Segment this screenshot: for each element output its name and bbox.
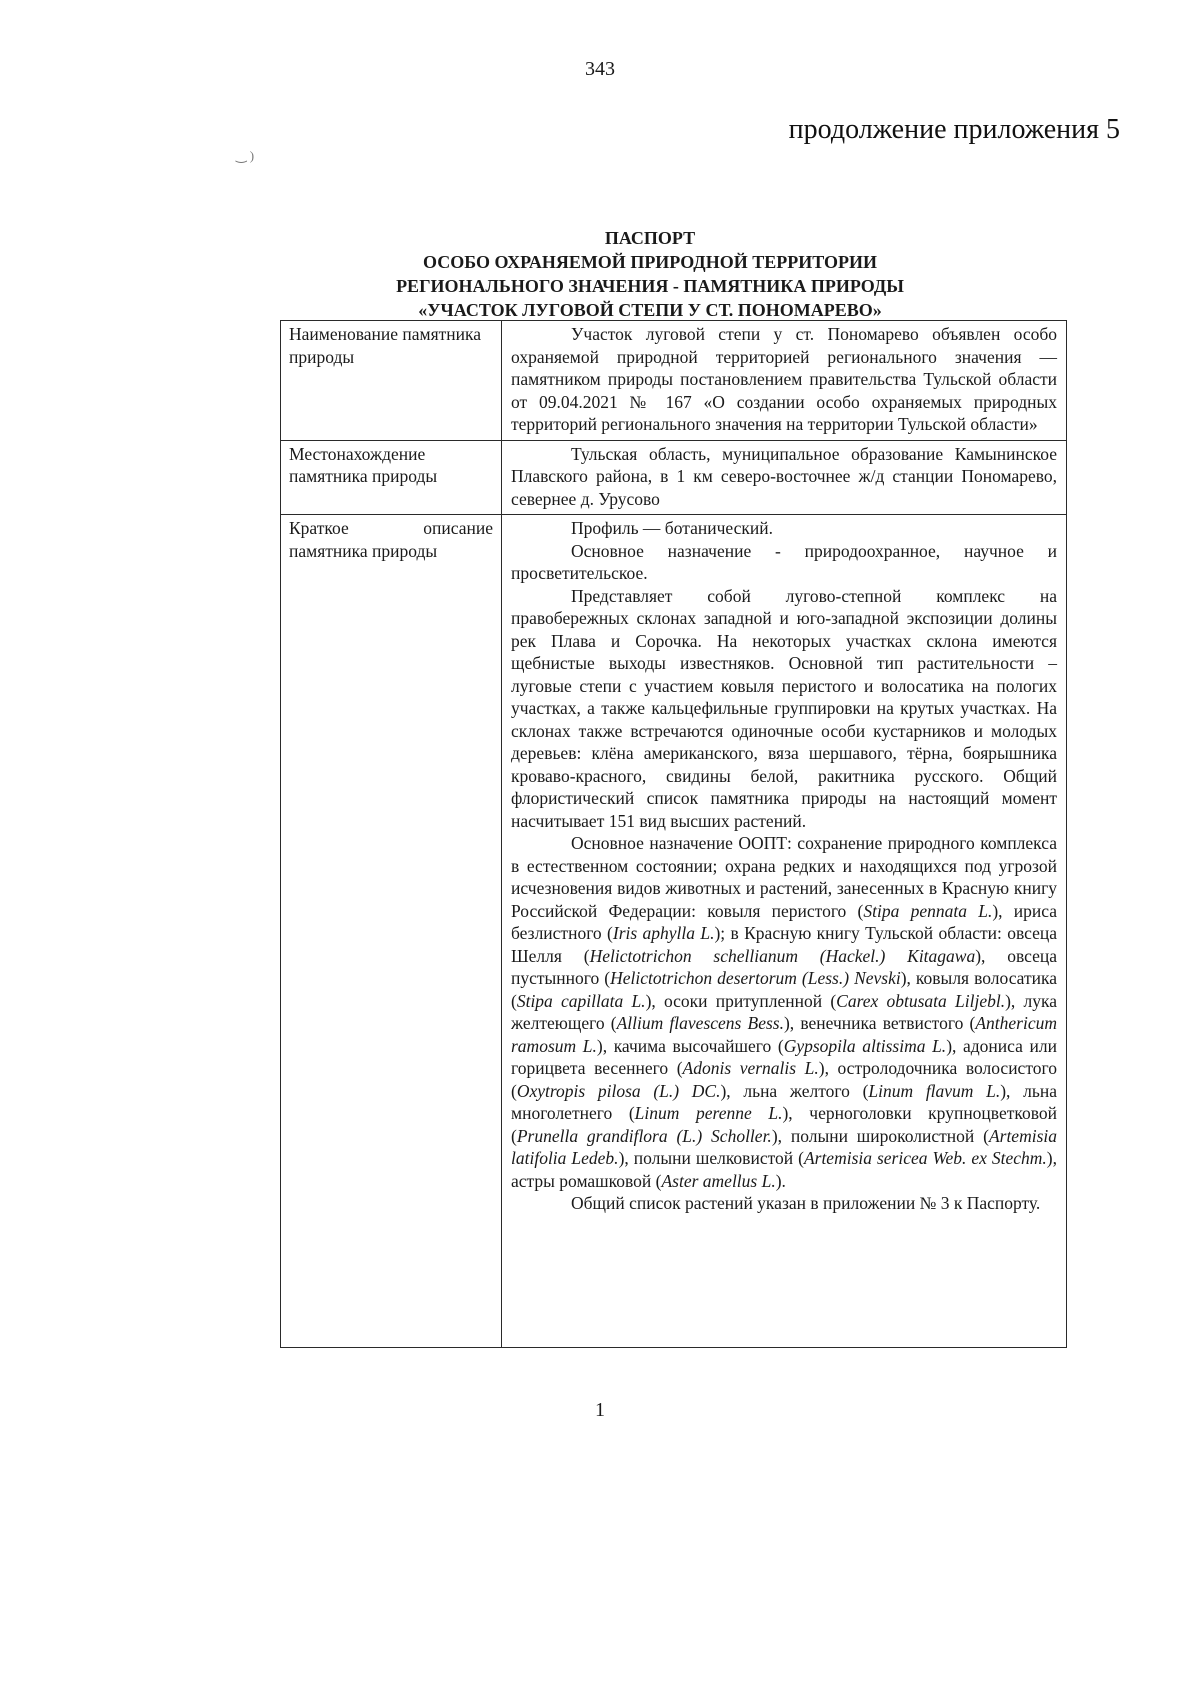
latin-name: Iris aphylla L. bbox=[612, 923, 715, 943]
label-cell-name bbox=[281, 321, 502, 441]
latin-name: Artemisia latifolia Ledeb. bbox=[511, 1125, 1057, 1168]
text-run: ), ковыля волосатика ( bbox=[511, 968, 1058, 1011]
text-run: ), ириса безлистного ( bbox=[511, 900, 1058, 943]
latin-name: Linum perenne L. bbox=[634, 1103, 783, 1123]
label-cell-description bbox=[281, 515, 502, 1348]
page-number-bottom: 1 bbox=[595, 1399, 605, 1421]
latin-name: Gypsopila altissima L. bbox=[783, 1035, 947, 1056]
text-run: Основное назначение ООПТ: сохранение природного комплекса в естественном состоянии; охрана редких и находящихся под угрозой исчезновения видов животных и растений, занесенных в Красную книгу Российской Федерации: ковыля перистого ( bbox=[511, 833, 1057, 921]
latin-name: Prunella grandiflora (L.) Scholler. bbox=[516, 1125, 772, 1146]
text-run: ), осоки притупленной ( bbox=[645, 990, 837, 1011]
text-run: ), черноголовки крупноцветковой ( bbox=[511, 1103, 1057, 1146]
text-run: ), льна многолетнего ( bbox=[511, 1080, 1057, 1123]
text-run: ), овсеца пустынного ( bbox=[511, 945, 1058, 988]
label-location: Местонахождение памятника природы bbox=[289, 443, 438, 486]
content-cell-description bbox=[502, 515, 1067, 1348]
purpose-text: Основное назначение - природоохранное, научное и просветительское. bbox=[511, 540, 1057, 583]
latin-name: Allium flavescens Bess. bbox=[616, 1013, 784, 1033]
label-word-2: описание bbox=[423, 518, 493, 538]
table-row-location bbox=[281, 440, 1067, 515]
latin-name: Carex obtusata Liljebl. bbox=[836, 990, 1006, 1011]
title-line-1: ПАСПОРТ bbox=[604, 228, 696, 248]
latin-name: Oxytropis pilosa (L.) DC. bbox=[516, 1080, 721, 1101]
text-run: ), астры ромашковой ( bbox=[511, 1148, 1057, 1191]
passport-table bbox=[280, 320, 1067, 1348]
title-line-3: РЕГИОНАЛЬНОГО ЗНАЧЕНИЯ - ПАМЯТНИКА ПРИРОДЫ bbox=[396, 276, 904, 296]
description-text: Представляет собой лугово-степной комплекс на правобережных склонах западной и юго-западной экспозиции долины рек Плава и Сорочка. На некоторых участках склона имеются щебнистые выходы известняков. Основной тип растительности – луговые степи с участием ковыля перистого и волосатика на пологих участках, а также кальцефильные группировки на крутых участках. На склонах также встречаются одиночные особи кустарников и молодых деревьев: клёна американского, вяза шершавого, тёрна, боярышника кроваво-красного, свидины белой, ракитника русского. Общий флористический список памятника природы на настоящий момент насчитывает 151 вид высших растений. bbox=[511, 585, 1057, 831]
latin-name: Aster amellus L. bbox=[661, 1170, 776, 1191]
text-run: ); в Красную книгу Тульской области: овсеца Шелля ( bbox=[511, 923, 1057, 966]
text-run: ), лука желтеющего ( bbox=[511, 990, 1057, 1033]
label-word-1: Краткое bbox=[289, 518, 349, 538]
latin-name: Linum flavum L. bbox=[868, 1080, 1001, 1101]
table-row-name bbox=[281, 321, 1067, 441]
table-row-description bbox=[281, 515, 1067, 1348]
text-run: ), льна желтого ( bbox=[720, 1080, 869, 1101]
text-run: ), адониса или горицвета весеннего ( bbox=[511, 1035, 1057, 1078]
content-cell-name bbox=[502, 321, 1067, 441]
title-line-2: ОСОБО ОХРАНЯЕМОЙ ПРИРОДНОЙ ТЕРРИТОРИИ bbox=[423, 252, 877, 272]
name-text: Участок луговой степи у ст. Пономарево объявлен особо охраняемой природной территорией регионального значения — памятником природы постановлением правительства Тульской области от 09.04.2021 № 167 «О создании особо охраняемых природных территорий регионального значения на территории Тульской области» bbox=[511, 324, 1057, 434]
location-text: Тульская область, муниципальное образование Камынинское Плавского района, в 1 км северо-восточнее ж/д станции Пономарево, севернее д. Урусово bbox=[511, 443, 1057, 509]
content-cell-location bbox=[502, 440, 1067, 515]
latin-name: Artemisia sericea Web. ex Stechm. bbox=[803, 1148, 1047, 1168]
latin-name: Stipa capillata L. bbox=[516, 990, 646, 1011]
appendix-reference: Общий список растений указан в приложении № 3 к Паспорту. bbox=[571, 1193, 1041, 1213]
profile-text: Профиль — ботанический. bbox=[571, 518, 773, 538]
latin-name: Anthericum ramosum L. bbox=[511, 1013, 1057, 1056]
label-description-line1 bbox=[289, 517, 493, 540]
conservation-text bbox=[511, 832, 1057, 1192]
page-number-top: 343 bbox=[585, 58, 615, 80]
title-line-4: «УЧАСТОК ЛУГОВОЙ СТЕПИ У СТ. ПОНОМАРЕВО» bbox=[418, 300, 882, 320]
scan-artifact: ‿ ) bbox=[236, 148, 255, 163]
text-run: ), полыни шелковистой ( bbox=[618, 1148, 804, 1168]
label-description-line2: памятника природы bbox=[289, 540, 438, 561]
label-name: Наименование памятника природы bbox=[289, 324, 482, 367]
latin-name: Helictotrichon desertorum (Less.) Nevski bbox=[610, 968, 901, 988]
text-run: ). bbox=[775, 1170, 786, 1191]
label-cell-location bbox=[281, 440, 502, 515]
text-run: ), качима высочайшего ( bbox=[596, 1035, 784, 1056]
latin-name: Helictotrichon schellianum (Hackel.) Kitagawa bbox=[589, 945, 976, 966]
latin-name: Stipa pennata L. bbox=[863, 900, 993, 921]
text-run: ), венечника ветвистого ( bbox=[783, 1013, 976, 1033]
text-run: ), остролодочника волосистого ( bbox=[511, 1058, 1057, 1101]
document-title bbox=[260, 226, 1040, 322]
latin-name: Adonis vernalis L. bbox=[682, 1058, 819, 1078]
text-run: ), полыни широколистной ( bbox=[771, 1125, 989, 1146]
continuation-label: продолжение приложения 5 bbox=[788, 114, 1120, 145]
